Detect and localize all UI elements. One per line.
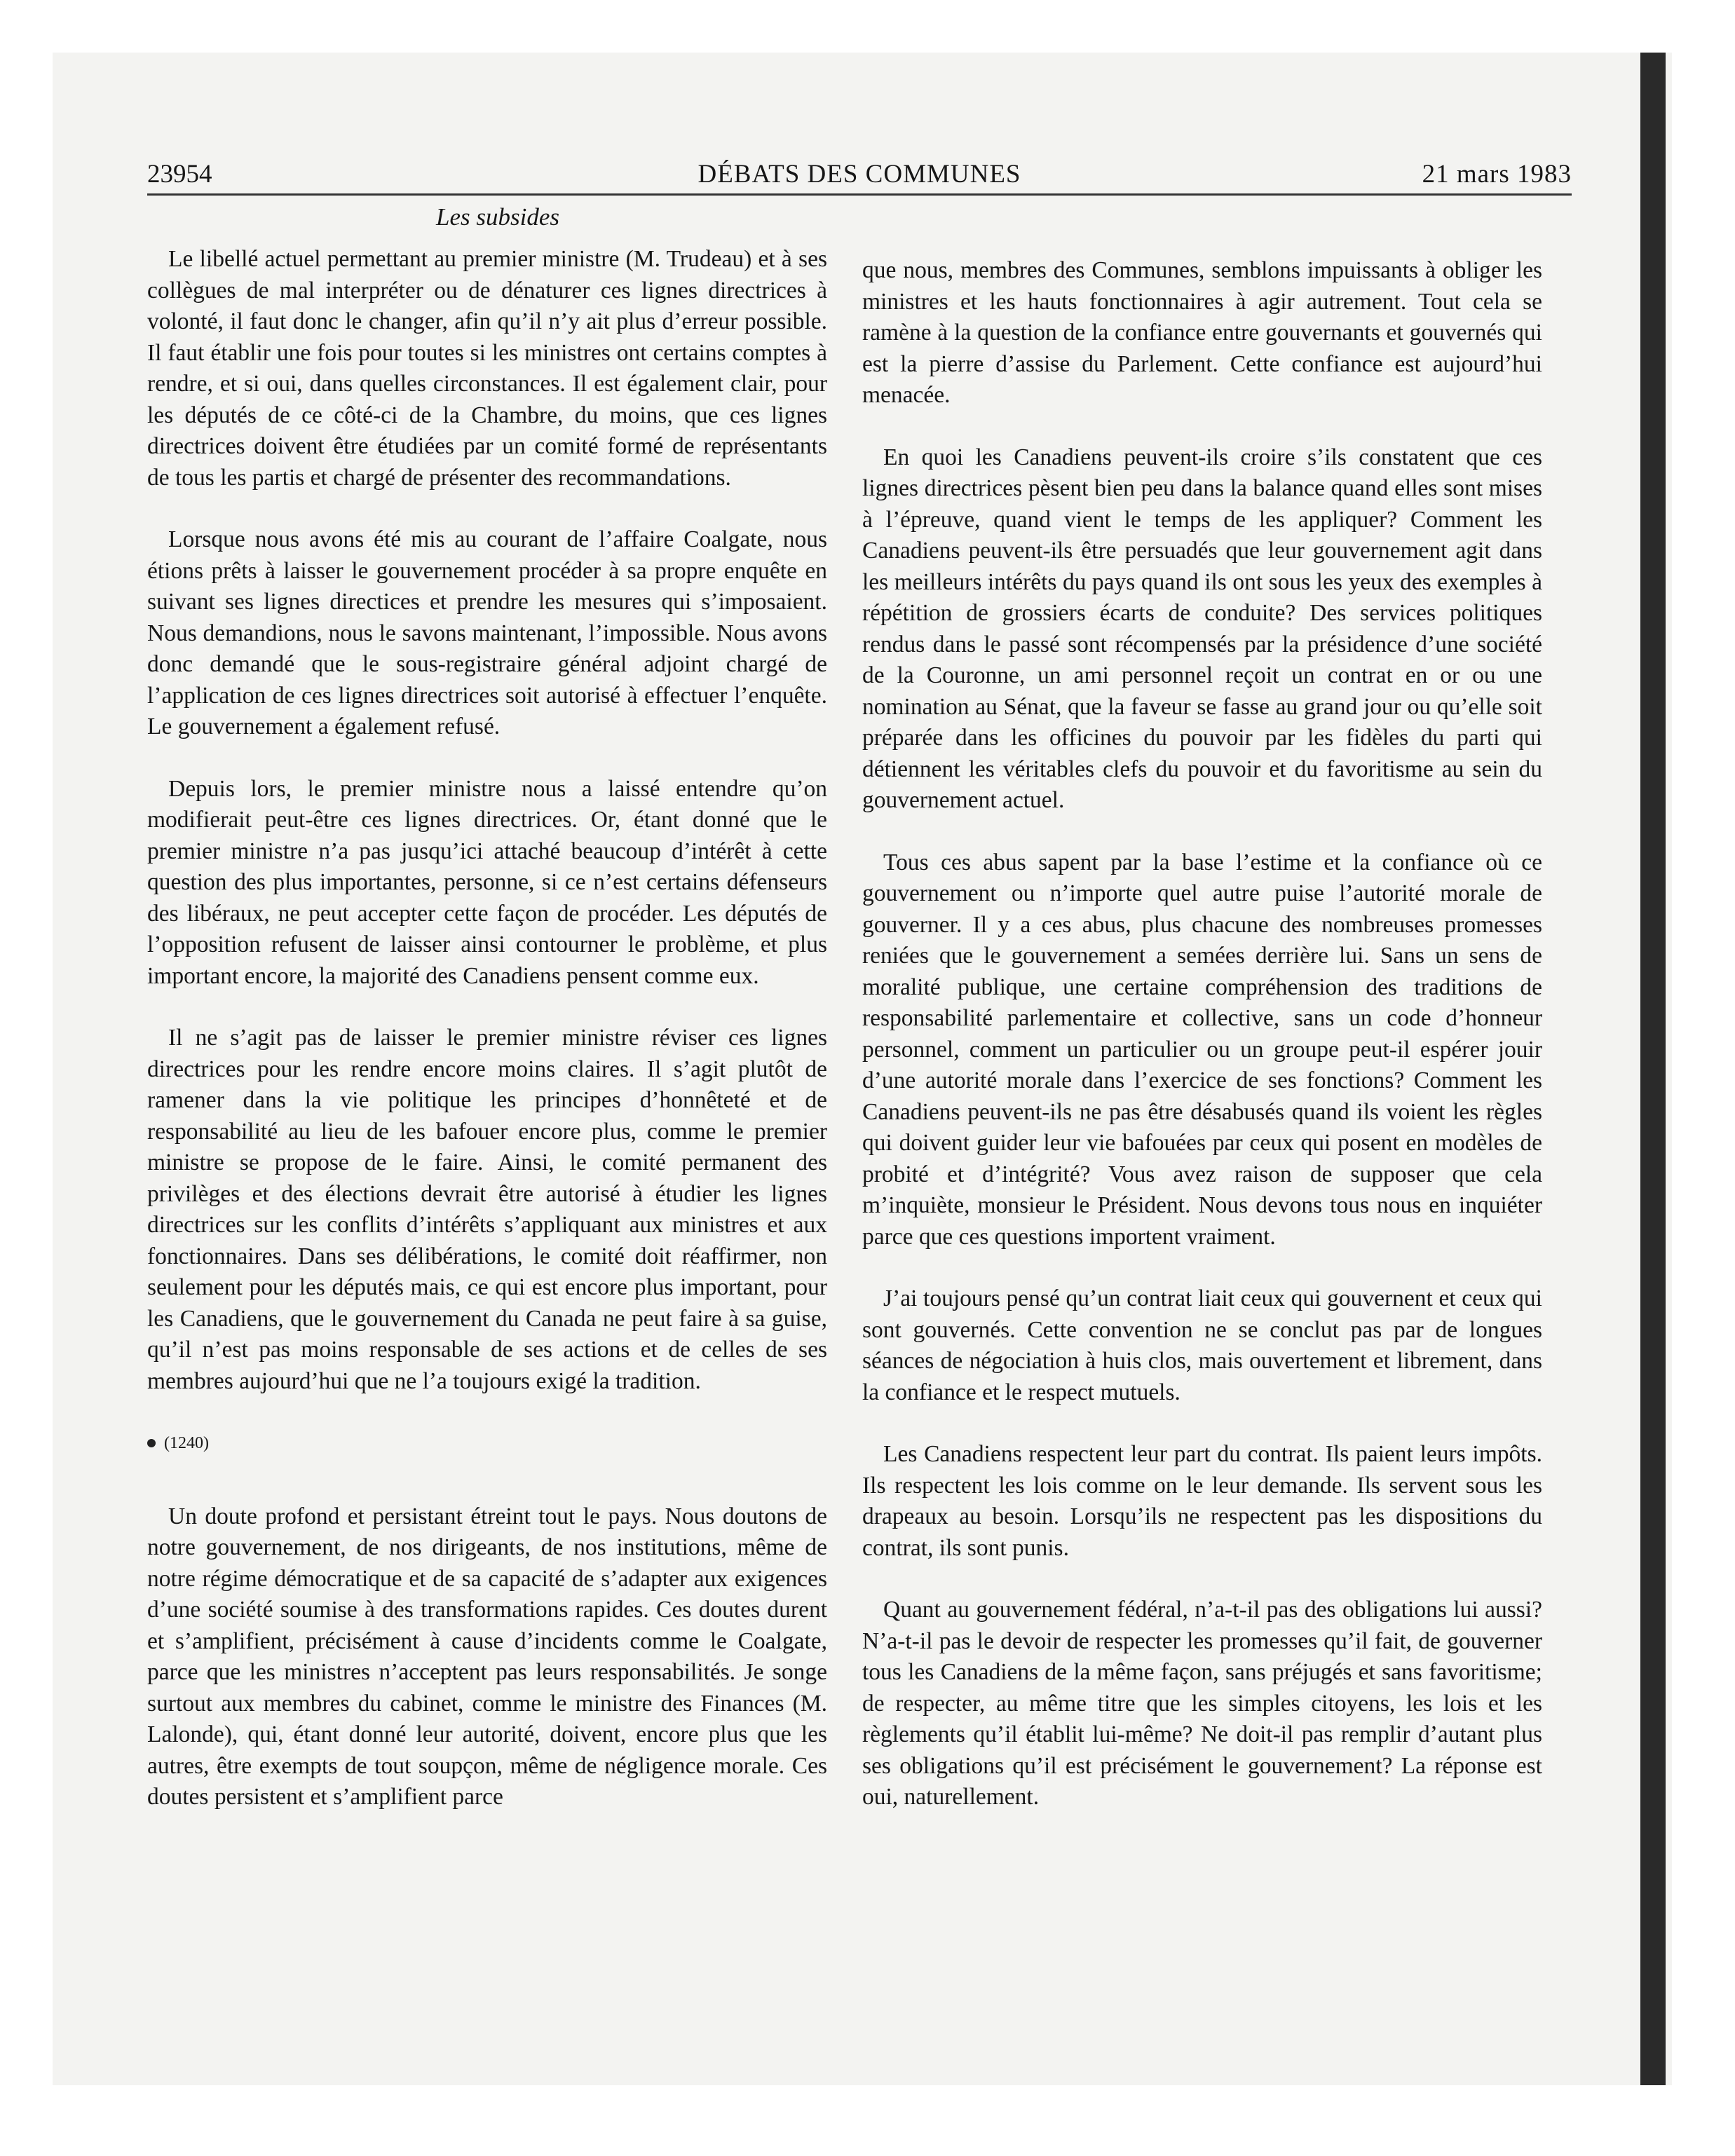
publication-date: 21 mars 1983 — [1422, 160, 1572, 189]
paragraph: Lorsque nous avons été mis au courant de l’affaire Coalgate, nous étions prêts à laisser le gouvernement procéder à sa propre enquête en suivant ses lignes directices et prendre les mesures qui s’imposaient. Nous demandions, nous le savons maintenant, l’impossible. Nous avons donc demandé que le sous-registraire général adjoint chargé de l’application de ces lignes directrices soit autorisé à effectuer l’enquête. Le gouvernement a également refusé. — [147, 526, 827, 739]
paragraph-continuation: que nous, membres des Communes, semblons impuissants à obliger les ministres et les hauts fonctionnaires à agir autrement. Tout cela se ramène à la question de la confiance entre gouvernants et gouvernés qui est la pierre d’assise du Parlement. Cette confiance est aujourd’hui menacée. — [862, 257, 1542, 408]
journal-title: DÉBATS DES COMMUNES — [698, 160, 1021, 189]
paragraph: Quant au gouvernement fédéral, n’a-t-il pas des obligations lui aussi? N’a-t-il pas le devoir de respecter les promesses qu’il fait, de gouverner tous les Canadiens de la même façon, sans préjugés et sans favoritisme; de respecter, au même titre que les simples citoyens, les lois et les règlements qu’il établit lui-même? Ne doit-il pas remplir d’autant plus ses obligations qu’il est précisément le gouvernement? La réponse est oui, naturellement. — [862, 1597, 1542, 1810]
page-number: 23954 — [147, 160, 212, 189]
left-column — [147, 244, 827, 1844]
time-marker-label: (1240) — [164, 1434, 209, 1452]
paragraph: Un doute profond et persistant étreint tout le pays. Nous doutons de notre gouvernement, de nos dirigeants, de nos institutions, même de notre régime démocratique et de sa capacité de s’adapter aux exigences d’une société soumise à des transformations rapides. Ces doutes durent et s’amplifient, précisément à cause d’incidents comme le Coalgate, parce que les ministres n’acceptent pas leurs responsabilités. Je songe surtout aux membres du cabinet, comme le ministre des Finances (M. Lalonde), qui, étant donné leur autorité, doivent, encore plus que les autres, être exempts de tout soupçon, même de négligence morale. Ces doutes persistent et s’amplifient parce — [147, 1503, 827, 1810]
section-title: Les subsides — [436, 203, 559, 231]
paragraph: Le libellé actuel permettant au premier ministre (M. Trudeau) et à ses collègues de mal interpréter ou de dénaturer ces lignes directrices à volonté, il faut donc le changer, afin qu’il n’y ait plus d’erreur possible. Il faut établir une fois pour toutes si les ministres ont certains comptes à rendre, et si oui, dans quelles circonstances. Il est également clair, pour les députés de ce côté-ci de la Chambre, du moins, que ces lignes directrices doivent être étudiées par un comité formé de représentants de tous les partis et chargé de présenter des recommandations. — [147, 246, 827, 491]
right-column — [862, 255, 1542, 1844]
paragraph: En quoi les Canadiens peuvent-ils croire s’ils constatent que ces lignes directrices pèsent bien peu dans la balance quand elles sont mises à l’épreuve, quand vient le temps de les appliquer? Comment les Canadiens peuvent-ils être persuadés que leur gouvernement agit dans les meilleurs intérêts du pays quand ils ont sous les yeux des exemples à répétition de grossiers écarts de conduite? Des services politiques rendus dans le passé sont récompensés par la présidence d’une société de la Couronne, un ami personnel reçoit un contrat en or ou une nomination au Sénat, que la faveur se fasse au grand jour ou qu’elle soit préparée dans les officines du pouvoir par les fidèles du parti qui détiennent les véritables clefs du pouvoir et du favoritisme au sein du gouvernement actuel. — [862, 444, 1542, 813]
paragraph: Les Canadiens respectent leur part du contrat. Ils paient leurs impôts. Ils respectent les lois comme on le leur demande. Ils servent sous les drapeaux au besoin. Lorsqu’ils ne respectent pas les dispositions du contrat, ils sont punis. — [862, 1441, 1542, 1561]
paragraph: J’ai toujours pensé qu’un contrat liait ceux qui gouvernent et ceux qui sont gouvernés. Cette convention ne se conclut pas par de longues séances de négociation à huis clos, mais ouvertement et librement, dans la confiance et le respect mutuels. — [862, 1285, 1542, 1405]
bullet-icon — [147, 1439, 156, 1447]
paragraph: Depuis lors, le premier ministre nous a laissé entendre qu’on modifierait peut-être ces lignes directrices. Or, étant donné que le premier ministre n’a pas jusqu’ici attaché beaucoup d’intérêt à cette question des plus importantes, personne, si ce n’est certains défenseurs des libéraux, ne peut accepter cette façon de procéder. Les députés de l’opposition refusent de laisser ainsi contourner le problème, et plus important encore, la majorité des Canadiens pensent comme eux. — [147, 775, 827, 989]
paragraph: Il ne s’agit pas de laisser le premier ministre réviser ces lignes directrices pour les rendre encore moins claires. Il s’agit plutôt de ramener dans la vie politique les principes d’honnêteté et de responsabilité au lieu de les bafouer encore plus, comme le premier ministre se propose de le faire. Ainsi, le comité permanent des privilèges et des élections devrait être autorisé à étudier les lignes directrices sur les conflits d’intérêts s’appliquant aux ministres et aux fonctionnaires. Dans ses délibérations, le comité doit réaffirmer, non seulement pour les députés mais, ce qui est encore plus important, pour les Canadiens, que le gouvernement du Canada ne peut faire à sa guise, qu’il n’est pas moins responsable de ses actions et de celles de ses membres aujourd’hui que ne l’a toujours exigé la tradition. — [147, 1025, 827, 1394]
time-marker — [147, 1428, 827, 1459]
scan-edge-shadow — [1640, 53, 1666, 2085]
page-header — [147, 156, 1572, 196]
paragraph: Tous ces abus sapent par la base l’estime et la confiance où ce gouvernement ou n’importe quel autre puise l’autorité morale de gouverner. Il y a ces abus, plus chacune des nombreuses promesses reniées que le gouvernement a semées derrière lui. Sans un sens de moralité publique, une certaine compréhension des traditions de responsabilité parlementaire et collective, sans un code d’honneur personnel, comment un particulier ou un groupe peut-il espérer jouir d’une autorité morale dans l’exercice de ses fonctions? Comment les Canadiens peuvent-ils ne pas être désabusés quand ils voient les règles qui doivent guider leur vie bafouées par ceux qui posent en modèles de probité et d’intégrité? Vous avez raison de supposer que cela m’inquiète, monsieur le Président. Nous devons tous nous en inquiéter parce que ces questions importent vraiment. — [862, 849, 1542, 1250]
